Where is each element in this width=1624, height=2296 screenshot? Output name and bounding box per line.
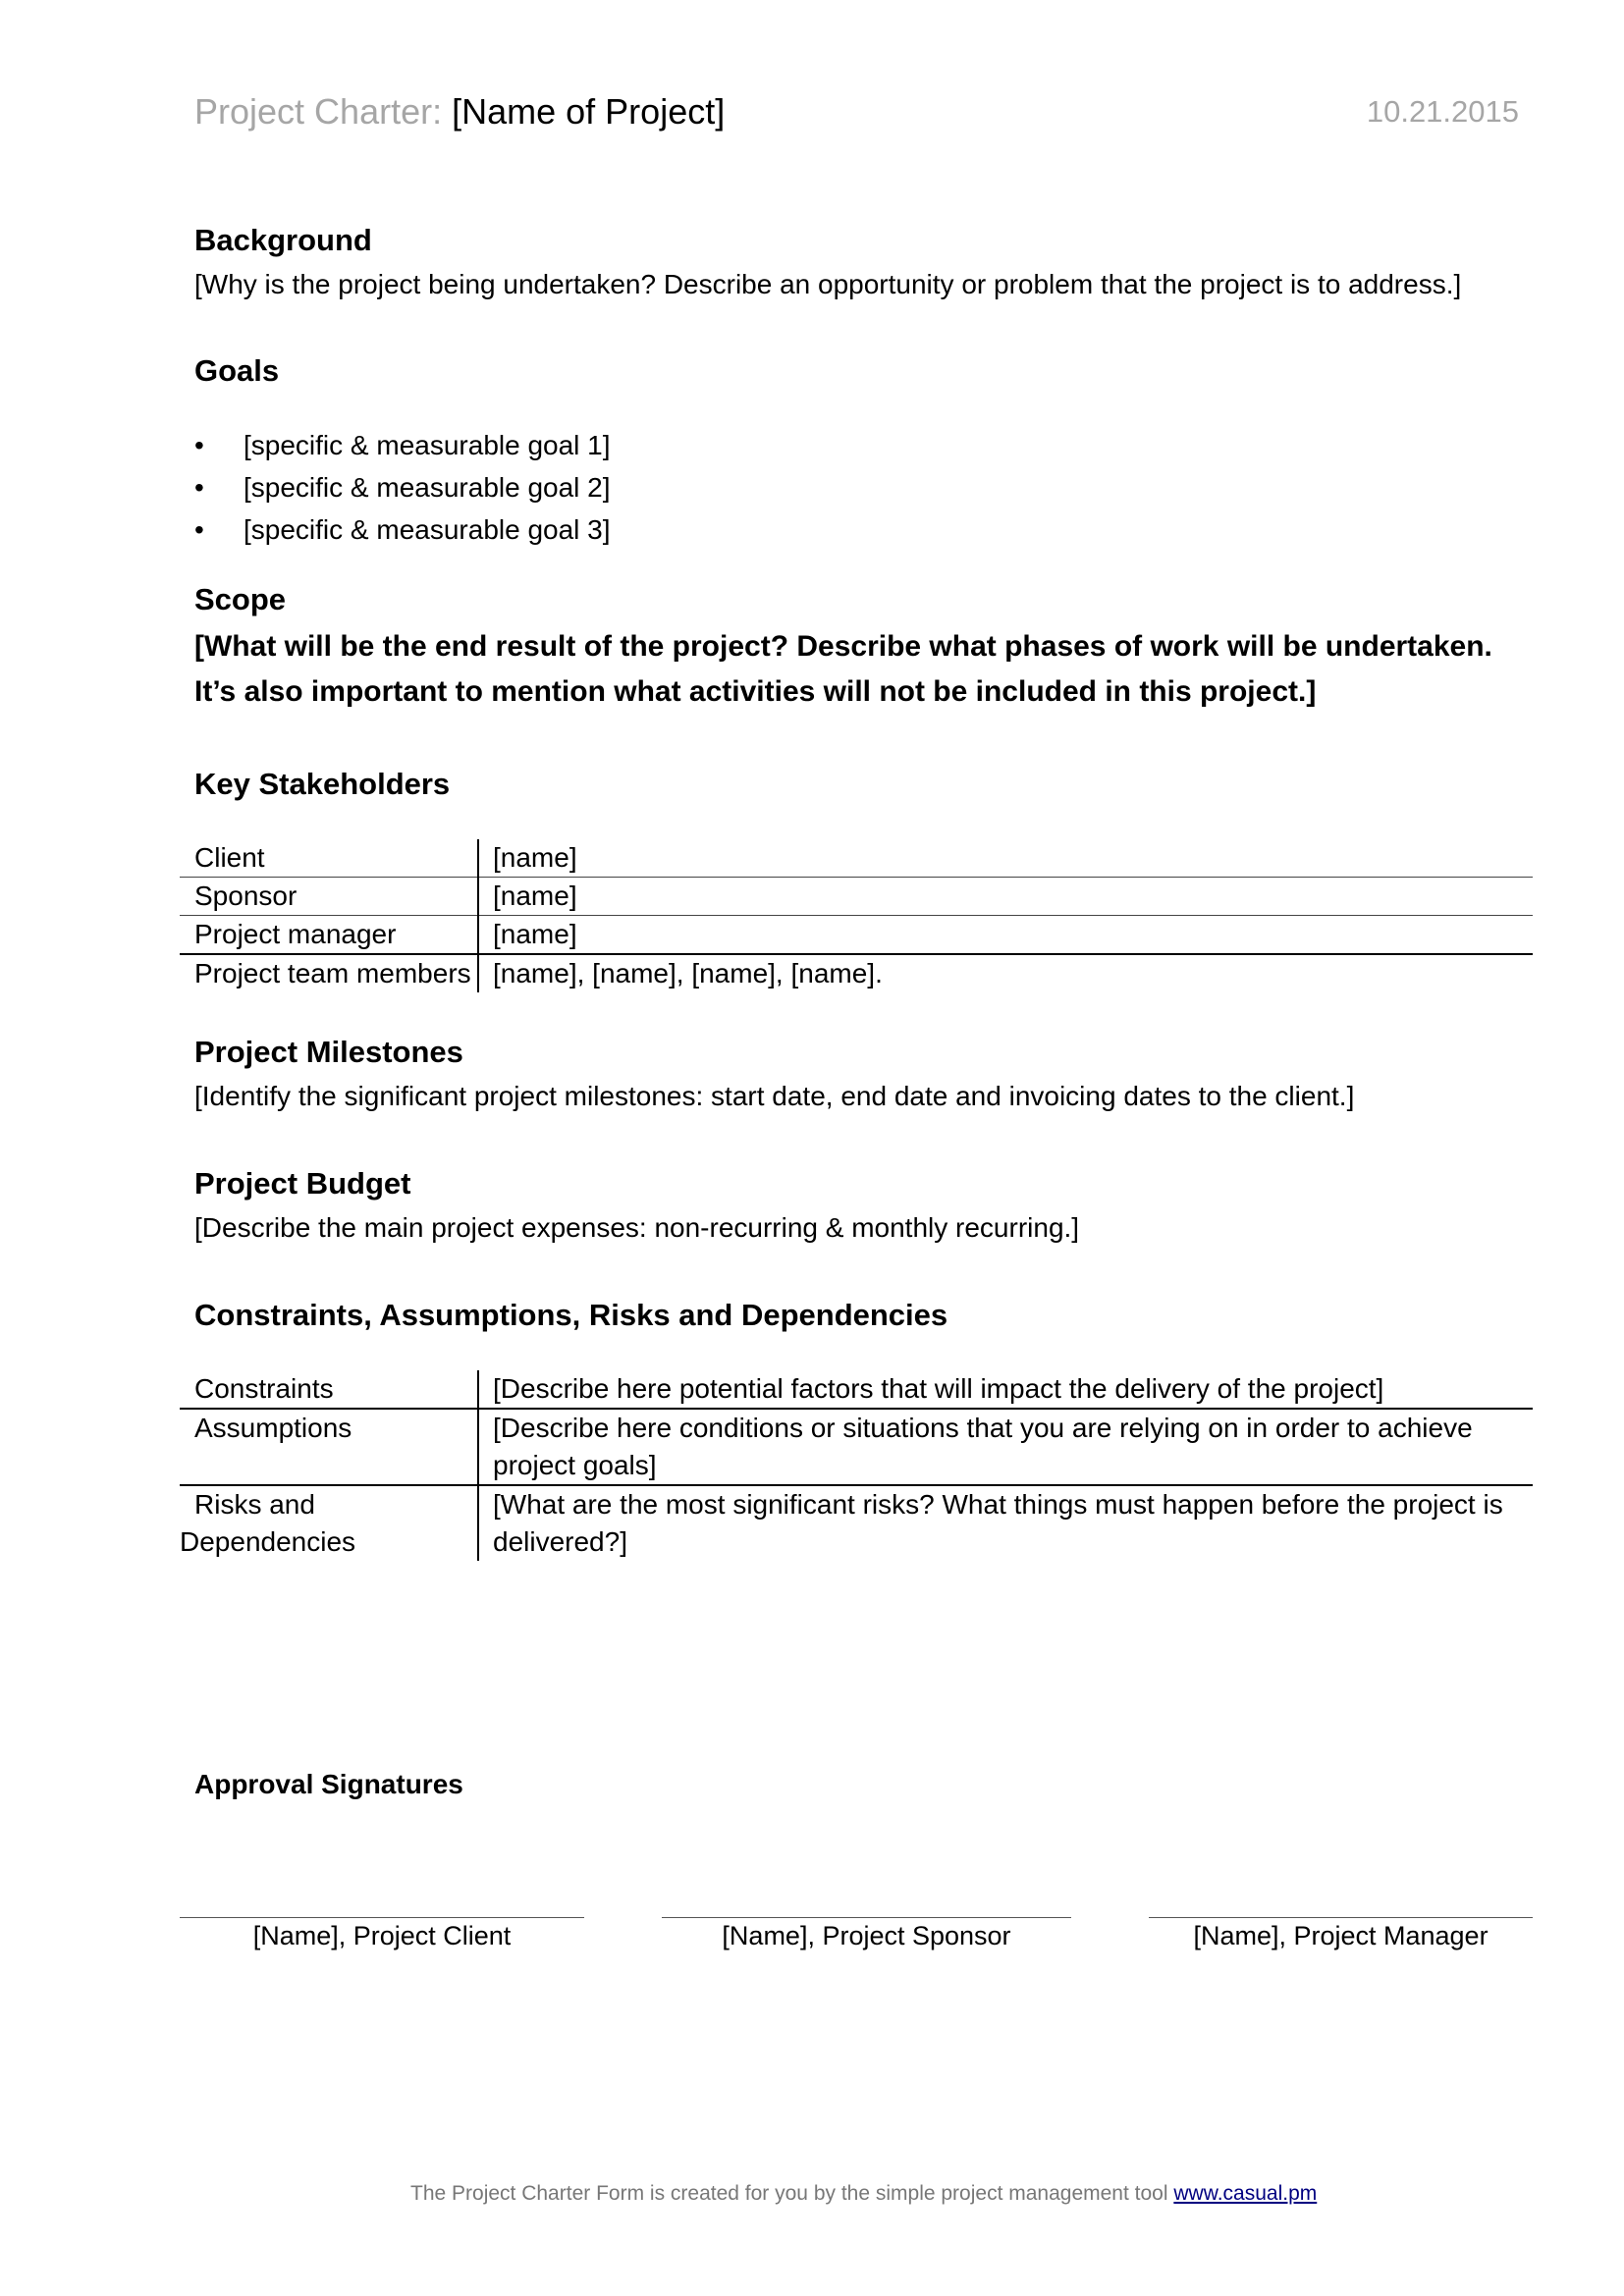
table-row xyxy=(180,1485,1533,1561)
stakeholders-table xyxy=(180,839,1533,992)
signature-label-manager: [Name], Project Manager xyxy=(1193,1921,1489,1950)
row-label: Client xyxy=(194,842,265,873)
bullet-icon: • xyxy=(194,472,204,503)
approval-heading: Approval Signatures xyxy=(194,1769,463,1799)
list-item xyxy=(194,466,611,508)
row-label: Assumptions xyxy=(180,1409,478,1485)
footer-text: The Project Charter Form is created for you by the simple project management tool xyxy=(410,2182,1168,2205)
table-row xyxy=(180,839,1533,878)
goal-text: [specific & measurable goal 2] xyxy=(244,472,611,503)
row-value: [Describe here potential factors that will impact the delivery of the project] xyxy=(478,1370,1533,1409)
row-value: [What are the most significant risks? What things must happen before the project is delivered?] xyxy=(478,1485,1533,1561)
row-value: [name] xyxy=(478,878,1533,916)
row-label: Project team members xyxy=(180,954,478,992)
row-value: [name], [name], [name], [name]. xyxy=(478,954,1533,992)
milestones-heading: Project Milestones xyxy=(194,1035,463,1069)
list-item xyxy=(194,424,611,466)
budget-text: [Describe the main project expenses: non-recurring & monthly recurring.] xyxy=(194,1212,1080,1243)
milestones-text: [Identify the significant project milestones: start date, end date and invoicing dates to the client.] xyxy=(194,1081,1355,1111)
list-item xyxy=(194,508,611,551)
table-row xyxy=(180,1409,1533,1485)
row-value: [Describe here conditions or situations that you are relying on in order to achieve project goals] xyxy=(478,1409,1533,1485)
footer-note xyxy=(410,2180,1317,2208)
background-text: [Why is the project being undertaken? Describe an opportunity or problem that the project is to address.] xyxy=(194,269,1462,299)
footer-link[interactable]: www.casual.pm xyxy=(1173,2182,1318,2205)
row-label: Risks and Dependencies xyxy=(180,1485,478,1561)
row-label: Project manager xyxy=(180,916,478,955)
goals-list xyxy=(194,424,611,551)
project-name: [Name of Project] xyxy=(452,91,726,132)
row-value: [name] xyxy=(478,916,1533,955)
signature-label-client: [Name], Project Client xyxy=(252,1921,512,1950)
table-row xyxy=(180,954,1533,992)
title-prefix: Project Charter: xyxy=(194,91,443,132)
table-row xyxy=(180,1370,1533,1409)
document-date: 10.21.2015 xyxy=(1366,94,1519,129)
row-value: [name] xyxy=(478,839,1533,878)
goals-heading: Goals xyxy=(194,353,280,388)
table-row xyxy=(180,916,1533,955)
budget-heading: Project Budget xyxy=(194,1166,411,1201)
stakeholders-heading: Key Stakeholders xyxy=(194,767,451,801)
background-heading: Background xyxy=(194,223,372,257)
goal-text: [specific & measurable goal 1] xyxy=(244,430,611,460)
goal-text: [specific & measurable goal 3] xyxy=(244,514,611,545)
bullet-icon: • xyxy=(194,514,204,545)
scope-heading: Scope xyxy=(194,582,287,616)
page-title xyxy=(194,90,725,133)
row-label: Sponsor xyxy=(180,878,478,916)
row-label: Constraints xyxy=(194,1373,334,1404)
constraints-table xyxy=(180,1370,1533,1561)
constraints-heading: Constraints, Assumptions, Risks and Dependencies xyxy=(194,1298,948,1332)
scope-text: [What will be the end result of the project? Describe what phases of work will be undertaken. It’s also important to mention what activities will not be included in this project.] xyxy=(194,630,1492,708)
table-row xyxy=(180,878,1533,916)
bullet-icon: • xyxy=(194,430,204,460)
signature-label-sponsor: [Name], Project Sponsor xyxy=(722,1921,1011,1950)
